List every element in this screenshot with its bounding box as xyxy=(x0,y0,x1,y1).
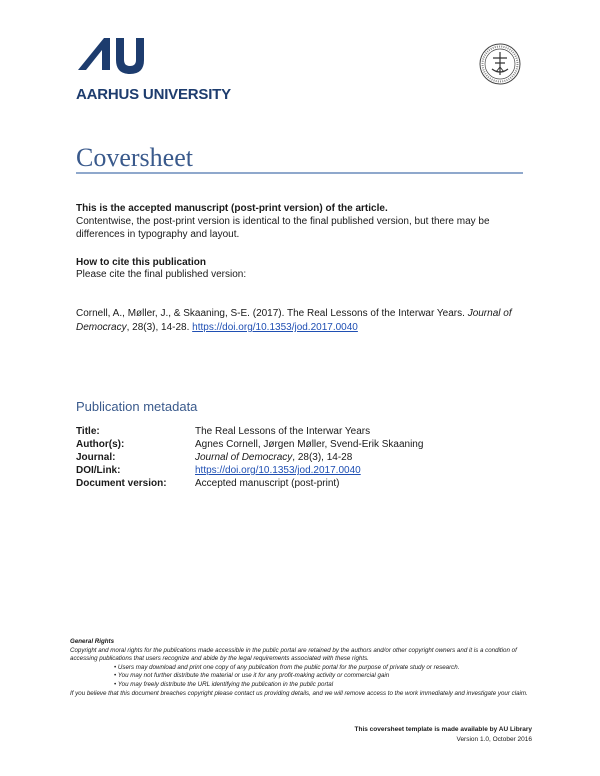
rights-bullet: • You may freely distribute the URL identifying the publication in the public portal xyxy=(114,681,532,690)
metadata-journal-label: Journal: xyxy=(76,452,116,463)
citation-journal: Journal of Democracy xyxy=(76,308,512,333)
metadata-row-version xyxy=(76,478,423,491)
metadata-row-authors xyxy=(76,439,423,452)
footer-version: Version 1.0, October 2016 xyxy=(456,736,532,743)
metadata-table xyxy=(76,426,423,491)
citation-reference xyxy=(76,307,526,335)
citation-doi-link[interactable]: https://doi.org/10.1353/jod.2017.0040 xyxy=(192,322,358,333)
cite-heading: How to cite this publication xyxy=(76,257,206,268)
metadata-version-label: Document version: xyxy=(76,478,167,489)
metadata-version-value: Accepted manuscript (post-print) xyxy=(195,478,340,489)
citation-authors: Cornell, A., Møller, J., & Skaaning, S-E. (2017). The Real Lessons of the Interwar Years. xyxy=(76,308,465,319)
rights-list xyxy=(70,664,532,690)
metadata-row-journal xyxy=(76,452,423,465)
metadata-heading: Publication metadata xyxy=(76,399,198,414)
metadata-title-label: Title: xyxy=(76,426,100,437)
metadata-title-value: The Real Lessons of the Interwar Years xyxy=(195,426,371,437)
metadata-row-title xyxy=(76,426,423,439)
rights-heading: General Rights xyxy=(70,638,115,645)
university-seal-icon xyxy=(478,42,522,86)
intro-body: Contentwise, the post-print version is identical to the final published version, but there may be differences in typography and layout. xyxy=(76,216,490,240)
title-divider xyxy=(76,172,523,174)
cite-body: Please cite the final published version: xyxy=(76,269,247,280)
metadata-doi-label: DOI/Link: xyxy=(76,465,121,476)
rights-paragraph-2: If you believe that this document breaches copyright please contact us providing details, and we will remove access to the work immediately and investigate your claim. xyxy=(70,689,528,697)
metadata-journal-value xyxy=(195,452,423,465)
intro-heading: This is the accepted manuscript (post-print version) of the article. xyxy=(76,203,388,214)
metadata-authors-label: Author(s): xyxy=(76,439,125,450)
metadata-journal-name: Journal of Democracy xyxy=(195,452,293,463)
footer-template-note: This coversheet template is made available by AU Library xyxy=(354,726,532,733)
metadata-row-doi xyxy=(76,465,423,478)
metadata-journal-rest: , 28(3), 14-28 xyxy=(292,452,353,463)
au-logo-icon xyxy=(78,36,148,76)
general-rights xyxy=(70,638,532,698)
citation-rest: , 28(3), 14-28. xyxy=(126,322,190,333)
metadata-doi-link[interactable]: https://doi.org/10.1353/jod.2017.0040 xyxy=(195,465,361,476)
page-title: Coversheet xyxy=(76,143,193,172)
brand-name: AARHUS UNIVERSITY xyxy=(76,86,231,103)
rights-bullet: • You may not further distribute the material or use it for any profit-making activity or commercial gain xyxy=(114,672,532,681)
rights-paragraph-1: Copyright and moral rights for the publications made accessible in the public portal are retained by the authors and/or other copyright owners and it is a condition of accessing publications that users recognize and abide by the legal requirements associated with these rights. xyxy=(70,646,517,663)
metadata-authors-value: Agnes Cornell, Jørgen Møller, Svend-Erik Skaaning xyxy=(195,439,424,450)
rights-bullet: • Users may download and print one copy of any publication from the public portal for the purpose of private study or research. xyxy=(114,664,532,673)
